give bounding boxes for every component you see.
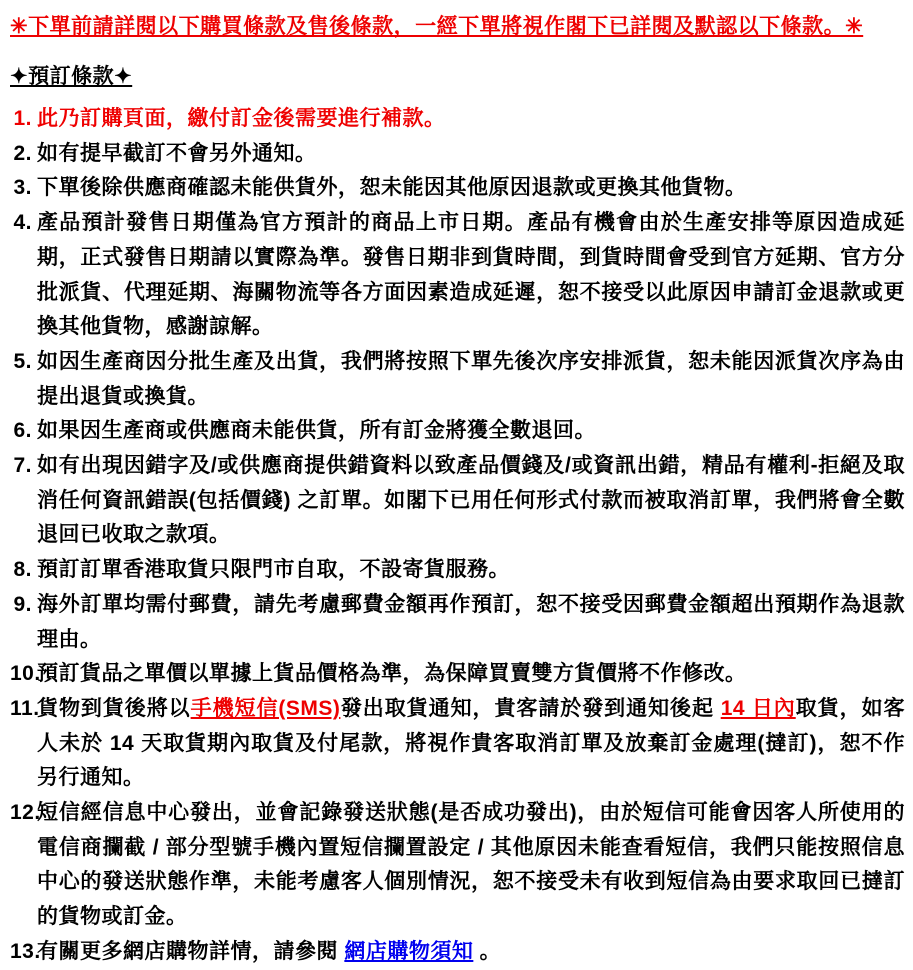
term-text-segment: 有關更多網店購物詳情，請參閱	[37, 939, 345, 963]
sms-highlight: 手機短信(SMS)	[190, 696, 341, 720]
term-number: 2.	[13, 141, 32, 165]
term-item-1	[10, 102, 905, 137]
term-text-segment: 貨物到貨後將以	[37, 696, 191, 720]
term-item-13	[10, 935, 905, 970]
term-number: 1.	[13, 107, 32, 130]
term-item-10	[10, 657, 905, 692]
term-number: 8.	[13, 558, 32, 582]
term-number: 9.	[13, 592, 32, 616]
term-item-5	[10, 345, 905, 414]
term-text-segment: 取貨，如客人未於 14 天取貨期內取貨及付尾款，將視作貴客取消訂單及放棄訂金處理(撻訂)，恕不作另行通知。	[37, 696, 906, 790]
term-number: 6.	[13, 419, 32, 443]
term-number: 10.	[10, 662, 41, 686]
term-text: 海外訂單均需付郵費，請先考慮郵費金額再作預訂，恕不接受因郵費金額超出預期作為退款理由。	[37, 592, 905, 651]
term-item-4	[10, 206, 905, 345]
term-text: 產品預計發售日期僅為官方預計的商品上市日期。產品有機會由於生產安排等原因造成延期，正式發售日期請以實際為準。發售日期非到貨時間，到貨時間會受到官方延期、官方分批派貨、代理延期、海關物流等各方面因素造成延遲，恕不接受以此原因申請訂金退款或更換其他貨物，感謝諒解。	[37, 211, 905, 339]
term-text: 如有出現因錯字及/或供應商提供錯資料以致產品價錢及/或資訊出錯，精品有權利-拒絕及取消任何資訊錯誤(包括價錢) 之訂單。如閣下已用任何形式付款而被取消訂單，我們將會全數退回已收取之款項。	[37, 454, 905, 547]
term-item-9	[10, 588, 905, 657]
term-number: 5.	[13, 349, 32, 373]
term-item-8	[10, 553, 905, 588]
term-item-11	[10, 692, 905, 796]
term-number: 13.	[10, 939, 41, 963]
term-text: 如有提早截訂不會另外通知。	[37, 141, 317, 165]
term-number: 12.	[10, 801, 41, 825]
term-text: 預訂訂單香港取貨只限門市自取，不設寄貨服務。	[37, 558, 510, 582]
term-text-segment: 發出取貨通知，貴客請於發到通知後起	[340, 696, 721, 720]
term-item-12	[10, 796, 905, 935]
term-text: 如因生產商因分批生產及出貨，我們將按照下單先後次序安排派貨，恕未能因派貨次序為由提出退貨或換貨。	[37, 349, 905, 408]
term-item-2	[10, 137, 905, 172]
term-number: 4.	[13, 211, 32, 235]
term-text	[37, 697, 905, 789]
term-text	[37, 940, 501, 963]
term-text: 如果因生產商或供應商未能供貨，所有訂金將獲全數退回。	[37, 419, 596, 443]
preorder-terms-title: ✦預訂條款✦	[10, 65, 133, 88]
term-text: 短信經信息中心發出，並會記錄發送狀態(是否成功發出)，由於短信可能會因客人所使用的電信商攔截 / 部分型號手機內置短信攔置設定 / 其他原因未能查看短信，我們只能按照信息中心的發送狀態作準，未能考慮客人個別情況，恕不接受未有收到短信為由要求取回已撻訂的貨物或訂金。	[37, 801, 905, 929]
terms-list	[10, 102, 905, 970]
term-text: 此乃訂購頁面，繳付訂金後需要進行補款。	[37, 107, 446, 130]
term-item-3	[10, 171, 905, 206]
term-text: 預訂貨品之單價以單據上貨品價格為準，為保障買賣雙方貨價將不作修改。	[37, 662, 747, 686]
term-item-6	[10, 414, 905, 449]
term-number: 3.	[13, 176, 32, 200]
term-number: 7.	[13, 454, 32, 478]
term-number: 11.	[10, 696, 40, 720]
store-shopping-guide-link[interactable]: 網店購物須知	[344, 939, 474, 963]
term-text-segment: 。	[473, 939, 502, 963]
pickup-deadline-highlight: 14 日內	[720, 696, 796, 720]
term-item-7	[10, 449, 905, 553]
term-text: 下單後除供應商確認未能供貨外，恕未能因其他原因退款或更換其他貨物。	[37, 176, 747, 200]
purchase-notice-header: ✳下單前請詳閱以下購買條款及售後條款，一經下單將視作閣下已詳閱及默認以下條款。✳	[10, 15, 864, 38]
